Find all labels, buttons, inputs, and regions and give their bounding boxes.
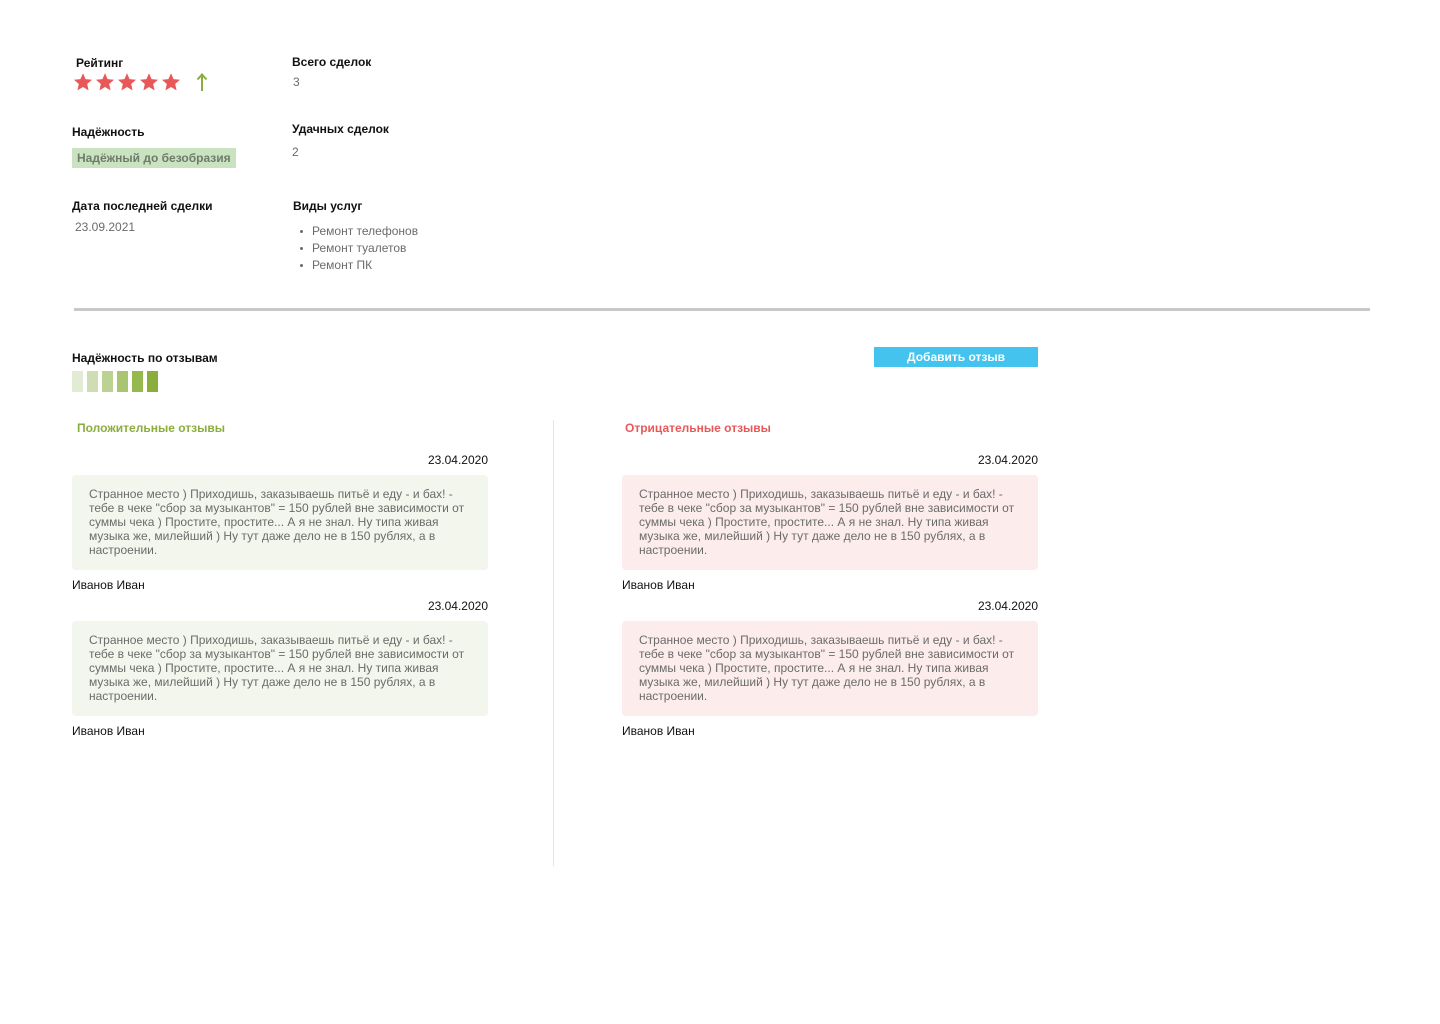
review-card <box>622 599 1038 738</box>
service-label: Ремонт туалетов <box>312 241 407 255</box>
bullet-icon <box>300 247 303 250</box>
services-list <box>300 223 418 274</box>
total-deals-value: 3 <box>293 75 300 89</box>
review-date: 23.04.2020 <box>427 453 488 467</box>
list-item <box>300 240 418 257</box>
list-item <box>300 257 418 274</box>
successful-deals-label: Удачных сделок <box>292 122 389 136</box>
star-icon <box>117 72 137 92</box>
bullet-icon <box>300 230 303 233</box>
review-date: 23.04.2020 <box>977 599 1038 613</box>
review-text: Странное место ) Приходишь, заказываешь питьё и еду - и бах! - тебе в чеке "сбор за музыкантов" = 150 рублей вне зависимости от суммы чека ) Простите, простите... А я не знал. Ну типа живая музыка же, милейший ) Ну тут даже дело не в 150 рублях, а в настроении. <box>622 475 1038 570</box>
last-deal-value: 23.09.2021 <box>75 220 136 234</box>
column-divider <box>553 420 554 866</box>
service-label: Ремонт телефонов <box>312 224 419 238</box>
review-author: Иванов Иван <box>72 578 145 592</box>
review-text: Странное место ) Приходишь, заказываешь питьё и еду - и бах! - тебе в чеке "сбор за музыкантов" = 150 рублей вне зависимости от суммы чека ) Простите, простите... А я не знал. Ну типа живая музыка же, милейший ) Ну тут даже дело не в 150 рублях, а в настроении. <box>622 621 1038 716</box>
reliability-bar <box>147 371 158 392</box>
reliability-badge <box>72 148 236 168</box>
service-label: Ремонт ПК <box>312 258 373 272</box>
reliability-bar <box>72 371 83 392</box>
services-label: Виды услуг <box>293 199 363 213</box>
review-card <box>72 453 488 592</box>
add-review-button[interactable]: Добавить отзыв <box>874 347 1038 367</box>
star-icon <box>161 72 181 92</box>
reliability-bar <box>117 371 128 392</box>
reliability-bar <box>132 371 143 392</box>
rating-label: Рейтинг <box>76 56 124 70</box>
bullet-icon <box>300 264 303 267</box>
review-author: Иванов Иван <box>622 578 695 592</box>
star-icon <box>73 72 93 92</box>
reliability-bar <box>102 371 113 392</box>
section-divider <box>74 308 1370 311</box>
star-icon <box>139 72 159 92</box>
reliability-bar <box>87 371 98 392</box>
star-icon <box>95 72 115 92</box>
negative-reviews-title: Отрицательные отзывы <box>625 421 771 435</box>
successful-deals-value: 2 <box>292 145 299 159</box>
review-date: 23.04.2020 <box>977 453 1038 467</box>
list-item <box>300 223 418 240</box>
last-deal-label: Дата последней сделки <box>72 199 213 213</box>
review-card <box>72 599 488 738</box>
reviews-reliability-label: Надёжность по отзывам <box>72 351 218 365</box>
review-author: Иванов Иван <box>72 724 145 738</box>
total-deals-label: Всего сделок <box>292 55 372 69</box>
review-card <box>622 453 1038 592</box>
review-text: Странное место ) Приходишь, заказываешь питьё и еду - и бах! - тебе в чеке "сбор за музыкантов" = 150 рублей вне зависимости от суммы чека ) Простите, простите... А я не знал. Ну типа живая музыка же, милейший ) Ну тут даже дело не в 150 рублях, а в настроении. <box>72 475 488 570</box>
review-text: Странное место ) Приходишь, заказываешь питьё и еду - и бах! - тебе в чеке "сбор за музыкантов" = 150 рублей вне зависимости от суммы чека ) Простите, простите... А я не знал. Ну типа живая музыка же, милейший ) Ну тут даже дело не в 150 рублях, а в настроении. <box>72 621 488 716</box>
positive-reviews-title: Положительные отзывы <box>77 421 225 435</box>
reliability-value: Надёжный до безобразия <box>72 148 236 168</box>
review-date: 23.04.2020 <box>427 599 488 613</box>
rating-stars <box>73 72 209 92</box>
reliability-label: Надёжность <box>72 125 145 139</box>
review-author: Иванов Иван <box>622 724 695 738</box>
reliability-scale <box>72 371 158 392</box>
arrow-up-icon <box>195 72 209 92</box>
